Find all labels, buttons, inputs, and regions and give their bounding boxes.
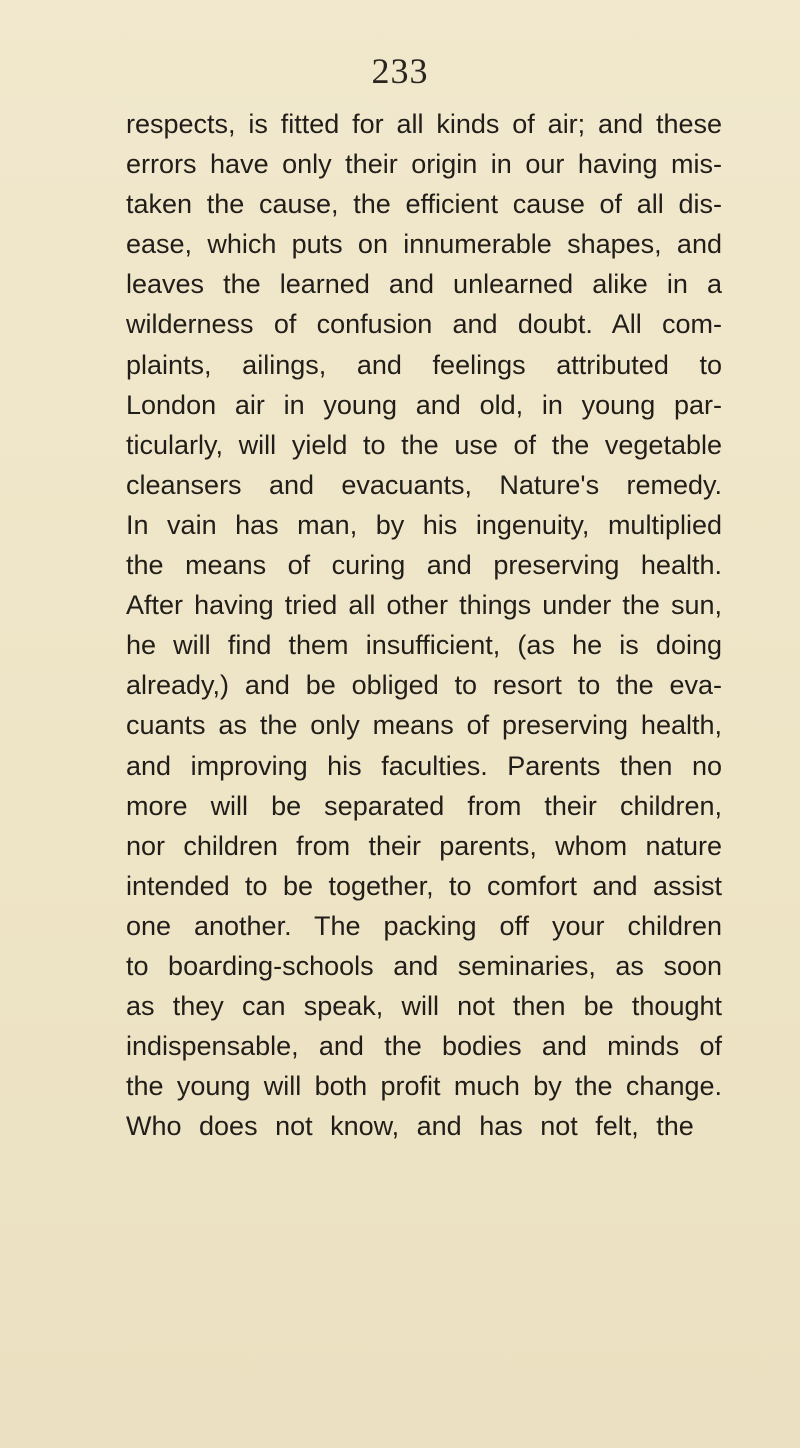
text-line-8: London air in young and old, in young par- (126, 389, 722, 420)
text-line-15: already,) and be obliged to resort to the eva- (126, 670, 722, 701)
text-line-19: nor children from their parents, whom nature (126, 830, 722, 861)
text-line-17: and improving his faculties. Parents then no (126, 750, 722, 781)
text-line-9: ticularly, will yield to the use of the vegetable (126, 429, 722, 460)
body-text (126, 104, 722, 1146)
text-line-14: he will find them insufficient, (as he is doing (126, 630, 722, 661)
text-line-23: as they can speak, will not then be thought (126, 991, 722, 1022)
text-line-7: plaints, ailings, and feelings attributed to (126, 349, 722, 380)
text-line-3: taken the cause, the efficient cause of all dis- (126, 189, 722, 220)
text-line-1: respects, is fitted for all kinds of air; and these (126, 109, 722, 139)
text-line-4: ease, which puts on innumerable shapes, and (126, 229, 722, 260)
text-line-2: errors have only their origin in our having mis- (126, 149, 722, 180)
text-line-18: more will be separated from their children, (126, 790, 722, 821)
text-line-25: the young will both profit much by the change. (126, 1071, 722, 1102)
text-line-10: cleansers and evacuants, Nature's remedy. (126, 469, 722, 500)
text-line-5: leaves the learned and unlearned alike in a (126, 269, 722, 300)
page-number: 233 (371, 51, 429, 91)
text-line-16: cuants as the only means of preserving health, (126, 710, 722, 741)
text-line-13: After having tried all other things under the sun, (126, 590, 722, 621)
text-line-6: wilderness of confusion and doubt. All com- (126, 309, 722, 340)
text-line-21: one another. The packing off your children (126, 910, 722, 941)
text-line-24: indispensable, and the bodies and minds of (126, 1031, 722, 1062)
text-line-20: intended to be together, to comfort and assist (126, 870, 722, 901)
text-line-12: the means of curing and preserving health. (126, 550, 722, 581)
text-line-26: Who does not know, and has not felt, the (126, 1111, 694, 1142)
text-line-22: to boarding-schools and seminaries, as soon (126, 950, 722, 981)
text-line-11: In vain has man, by his ingenuity, multiplied (126, 509, 722, 540)
